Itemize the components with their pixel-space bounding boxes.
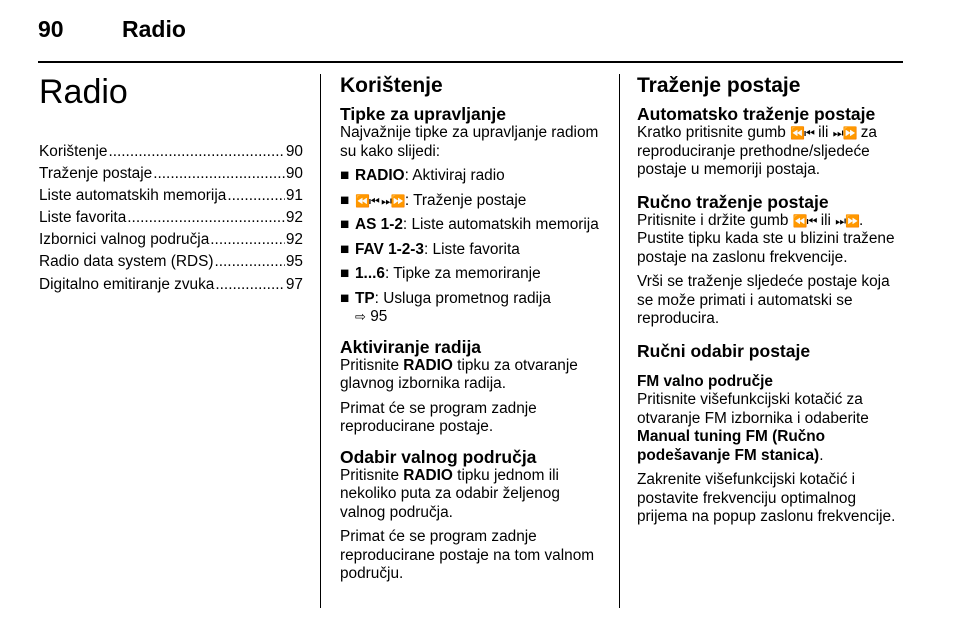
toc-leader-dots <box>153 165 285 184</box>
toc-leader-dots <box>227 187 285 206</box>
manual-search-note: Vrši se traženje sljedeće postaje koja se može primati i automatski se reproducira. <box>637 273 890 327</box>
toc-leader-dots <box>108 143 284 162</box>
key-description: : Usluga prometnog radija <box>374 289 551 307</box>
seek-forward-icon: ⏭⏩ <box>832 126 857 140</box>
select-band-text <box>340 467 605 523</box>
key-label: RADIO <box>355 167 405 184</box>
key-description: : Liste automatskih memorija <box>402 216 599 233</box>
manual-search-text <box>637 212 905 268</box>
column-toc <box>39 74 303 298</box>
seek-back-icon: ⏪⏮ <box>790 126 814 140</box>
key-label: FAV 1-2-3 <box>355 240 424 258</box>
list-item <box>340 192 605 211</box>
toc-leader-dots <box>210 231 285 250</box>
list-item <box>340 290 605 327</box>
seek-buttons-icon: ⏪⏮ ⏭⏩ <box>355 193 405 208</box>
toc-entry-title: Izbornici valnog područja <box>39 231 210 249</box>
text: za reproduciranje prethodne/sljedeće postaje u memoriji postaja. <box>637 124 877 178</box>
bullet-icon: ■ <box>340 167 350 184</box>
toc-entry-title: Liste favorita <box>39 209 127 227</box>
bullet-icon: ■ <box>340 289 350 307</box>
text: ili <box>813 124 833 141</box>
section-title: Radio <box>122 16 186 42</box>
subheading-auto-search: Automatsko traženje postaje <box>637 104 876 124</box>
column-divider-1 <box>320 74 321 608</box>
list-item <box>340 216 605 235</box>
toc-entry[interactable] <box>39 209 303 228</box>
toc-entry[interactable] <box>39 165 303 184</box>
toc-entry-page: 91 <box>285 187 303 205</box>
subheading-manual-search: Ručno traženje postaje <box>637 191 829 212</box>
fm-band-note: Zakrenite višefunkcijski kotačić i postavite frekvenciju optimalnog prijema na popup zaslonu frekvencije. <box>637 471 896 525</box>
fm-band-text <box>637 391 905 465</box>
toc-entry-title: Radio data system (RDS) <box>39 253 214 271</box>
text: . <box>819 446 824 464</box>
toc-entry-page: 97 <box>285 275 303 293</box>
text: Pritisnite i držite gumb <box>637 211 793 229</box>
column-station-search <box>637 74 905 533</box>
key-description: : Liste favorita <box>424 240 520 258</box>
toc-leader-dots <box>214 253 284 272</box>
page-reference-link[interactable] <box>355 308 387 327</box>
key-description: : Traženje postaje <box>404 191 527 209</box>
bullet-icon: ■ <box>340 216 350 233</box>
bullet-icon: ■ <box>340 240 350 258</box>
key-label: RADIO <box>403 356 453 374</box>
subheading-select-band: Odabir valnog područja <box>340 446 537 467</box>
subheading-control-keys: Tipke za upravljanje <box>340 104 506 124</box>
page-number: 90 <box>38 16 64 42</box>
auto-search-text <box>637 124 905 180</box>
toc-entry-page: 92 <box>285 231 303 249</box>
text: ili <box>816 211 836 229</box>
toc-entry-page: 92 <box>285 209 303 227</box>
activate-radio-note: Primat će se program zadnje reproducirane postaje. <box>340 399 537 435</box>
key-description: : Aktiviraj radio <box>404 167 505 184</box>
key-label: AS 1-2 <box>355 216 403 233</box>
bullet-icon: ■ <box>340 265 350 282</box>
control-keys-intro: Najvažnije tipke za upravljanje radiom su kako slijedi: <box>340 124 599 160</box>
text: . Pustite tipku kada ste u blizini tražene postaje na zaslonu frekvencije. <box>637 211 895 266</box>
column-divider-2 <box>619 74 620 608</box>
text: tipku jednom ili nekoliko puta za odabir željenog valnog područja. <box>340 466 560 521</box>
seek-back-icon: ⏪⏮ <box>792 213 817 228</box>
bullet-icon: ■ <box>340 191 350 209</box>
toc-entry[interactable] <box>39 253 303 272</box>
toc-entry[interactable] <box>39 187 303 206</box>
text: Kratko pritisnite gumb <box>637 124 791 141</box>
menu-item-label: Manual tuning FM (Ručno podešavanje FM stanica) <box>637 428 826 464</box>
control-keys-list <box>340 167 605 327</box>
subheading-activate-radio: Aktiviranje radija <box>340 336 482 357</box>
toc-entry-page: 90 <box>285 143 303 160</box>
text: Pritisnite višefunkcijski kotačić za otvaranje FM izbornika i odaberite <box>637 391 869 427</box>
toc-entry[interactable] <box>39 143 303 162</box>
text: Pritisnite <box>340 466 404 484</box>
list-item <box>340 265 605 284</box>
toc-entry-page: 90 <box>285 165 303 183</box>
header-rule <box>38 61 903 63</box>
key-label: RADIO <box>403 466 453 484</box>
table-of-contents <box>39 143 303 294</box>
toc-entry-title: Liste automatskih memorija <box>39 187 227 205</box>
subheading-manual-selection: Ručni odabir postaje <box>637 340 811 361</box>
key-label: 1...6 <box>355 265 385 282</box>
toc-entry-title: Traženje postaje <box>39 165 153 183</box>
list-item <box>340 241 605 260</box>
key-label: TP <box>355 289 375 307</box>
toc-leader-dots <box>215 276 285 295</box>
select-band-note: Primat će se program zadnje reproducirane postaje na tom valnom području. <box>340 528 595 582</box>
list-item <box>340 167 605 186</box>
toc-leader-dots <box>127 209 285 228</box>
toc-entry-page: 95 <box>285 253 303 271</box>
seek-forward-icon: ⏭⏩ <box>835 213 859 228</box>
fm-band-heading: FM valno područje <box>637 372 773 390</box>
page-header <box>38 16 186 43</box>
column-usage <box>340 74 605 590</box>
toc-entry[interactable] <box>39 276 303 295</box>
toc-entry-title: Digitalno emitiranje zvuka <box>39 275 215 293</box>
chapter-title: Radio <box>39 73 128 111</box>
section-heading-usage: Korištenje <box>340 74 443 97</box>
toc-entry-title: Korištenje <box>39 143 108 160</box>
toc-entry[interactable] <box>39 231 303 250</box>
activate-radio-text <box>340 357 605 394</box>
page-ref-arrow-icon: ⇨ <box>355 309 366 324</box>
key-description: : Tipke za memoriranje <box>384 265 541 282</box>
text: Pritisnite <box>340 356 404 374</box>
page-ref-number: 95 <box>370 308 388 325</box>
section-heading-station-search: Traženje postaje <box>637 74 801 97</box>
text: tipku za otvaranje glavnog izbornika radija. <box>340 356 578 392</box>
